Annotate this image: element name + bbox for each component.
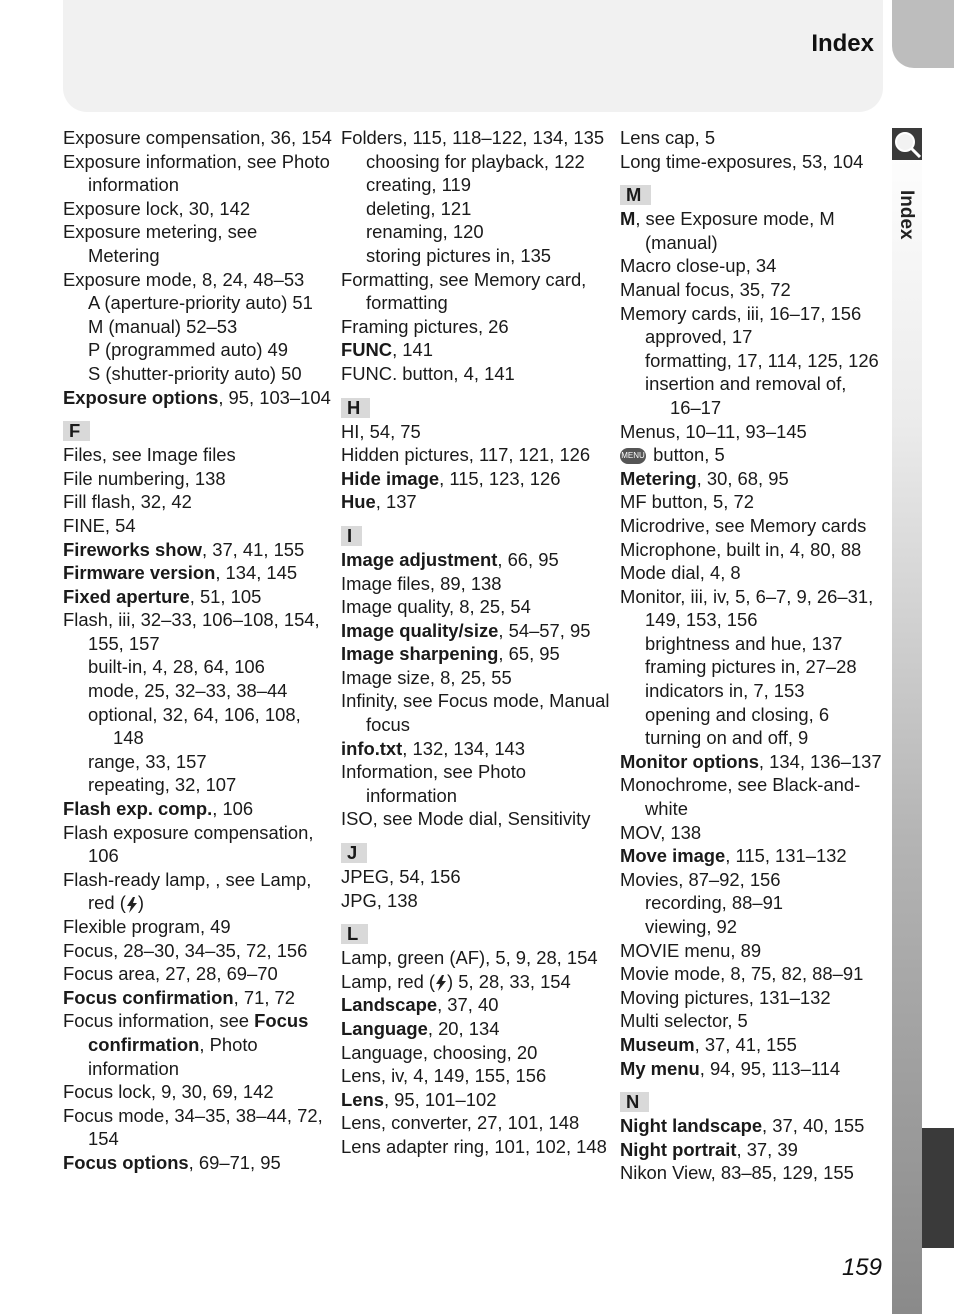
index-entry: Exposure metering, see Metering [63, 221, 258, 266]
index-entry: Language, 20, 134 [341, 1018, 500, 1039]
index-entry: JPEG, 54, 156 [341, 866, 461, 888]
index-subentry: range, 33, 157 [88, 750, 207, 772]
index-entry: Mode dial, 4, 8 [620, 562, 741, 584]
section-letter: I [341, 526, 362, 546]
index-entry: Focus area, 27, 28, 69–70 [63, 963, 278, 985]
index-entry: Memory cards, iii, 16–17, 156 [620, 302, 862, 324]
index-entry: Firmware version, 134, 145 [63, 562, 298, 584]
index-entry: Moving pictures, 131–132 [620, 986, 831, 1008]
section-letter: M [620, 185, 651, 205]
search-tab [892, 128, 922, 160]
index-subentry: choosing for playback, 122 [366, 150, 585, 172]
index-entry: Flash-ready lamp, , see Lamp, red ( ) [63, 868, 312, 914]
index-entry: Long time-exposures, 53, 104 [620, 150, 864, 172]
index-subentry: formatting, 17, 114, 125, 126 [645, 349, 879, 371]
section-letter: F [63, 421, 90, 441]
index-entry: Flash exp. comp., 106 [63, 798, 254, 820]
index-entry: Image quality, 8, 25, 54 [341, 596, 531, 618]
index-entry: Focus confirmation, 71, 72 [63, 986, 295, 1008]
index-entry: JPG, 138 [341, 889, 418, 911]
index-entry: Lens, 95, 101–102 [341, 1088, 497, 1110]
index-subentry: M (manual) 52–53 [88, 315, 238, 337]
index-entry: Metering, 30, 68, 95 [620, 467, 789, 489]
index-entry: Exposure options, 95, 103–104 [63, 386, 331, 408]
index-entry: Macro close-up, 34 [620, 255, 777, 277]
index-entry: Focus lock, 9, 30, 69, 142 [63, 1081, 274, 1103]
index-subentry: framing pictures in, 27–28 [645, 656, 857, 678]
index-subentry: brightness and hue, 137 [645, 632, 843, 654]
index-entry: Hue, 137 [341, 491, 417, 513]
index-entry: Flexible program, 49 [63, 916, 231, 937]
index-entry: Focus options, 69–71, 95 [63, 1151, 281, 1173]
page-title: Index [811, 30, 874, 57]
index-entry: Exposure mode, 8, 24, 48–53 [63, 268, 305, 290]
index-entry: Manual focus, 35, 72 [620, 278, 791, 300]
index-entry: My menu, 94, 95, 113–114 [620, 1057, 841, 1079]
index-subentry: deleting, 121 [366, 197, 472, 219]
index-subentry: storing pictures in, 135 [366, 244, 552, 266]
index-subentry: optional, 32, 64, 106, 108, 148 [88, 703, 301, 749]
index-entry: Microdrive, see Memory cards [620, 514, 867, 536]
magnifier-icon [893, 130, 921, 158]
index-entry: Hidden pictures, 117, 121, 126 [341, 444, 591, 466]
index-entry: Image quality/size, 54–57, 95 [341, 619, 591, 641]
index-subentry: approved, 17 [645, 326, 753, 348]
index-entry: Files, see Image files [63, 444, 236, 466]
index-entry: Language, choosing, 20 [341, 1041, 538, 1063]
index-entry: Flash, iii, 32–33, 106–108, 154, 155, 157 [63, 609, 320, 654]
index-entry: Night portrait, 37, 39 [620, 1138, 798, 1160]
index-entry: Lens, iv, 4, 149, 155, 156 [341, 1065, 547, 1087]
index-subentry: P (programmed auto) 49 [88, 339, 289, 361]
index-entry: Exposure lock, 30, 142 [63, 197, 251, 219]
index-entry: Folders, 115, 118–122, 134, 135 [341, 127, 605, 148]
index-entry: Movie mode, 8, 75, 82, 88–91 [620, 963, 864, 985]
index-entry: Microphone, built in, 4, 80, 88 [620, 538, 862, 560]
index-entry: Hide image, 115, 123, 126 [341, 467, 561, 489]
index-subentry: recording, 88–91 [645, 892, 784, 914]
index-entry: Focus, 28–30, 34–35, 72, 156 [63, 939, 308, 961]
index-entry: M, see Exposure mode, M (manual) [620, 208, 835, 253]
index-entry: Formatting, see Memory card, formatting [341, 268, 587, 314]
index-entry: Fireworks show, 37, 41, 155 [63, 538, 305, 560]
header-panel [63, 0, 883, 112]
edge-block [922, 1128, 954, 1248]
flash-icon [126, 897, 138, 913]
index-entry: Focus information, see Focus confirmation, Photo information [63, 1010, 309, 1079]
index-entry: Landscape, 37, 40 [341, 994, 499, 1016]
index-entry: Movies, 87–92, 156 [620, 868, 781, 890]
index-entry: ISO, see Mode dial, Sensitivity [341, 808, 591, 830]
index-entry: Image size, 8, 25, 55 [341, 666, 512, 688]
index-entry: Exposure information, see Photo information [63, 150, 330, 196]
index-entry: Focus mode, 34–35, 38–44, 72, 154 [63, 1104, 323, 1150]
index-entry: FUNC, 141 [341, 339, 433, 361]
menu-button-icon: MENU [620, 448, 646, 464]
section-letter: H [341, 398, 370, 418]
index-subentry: creating, 119 [366, 174, 471, 196]
index-subentry: renaming, 120 [366, 221, 484, 243]
flash-icon [435, 975, 447, 991]
index-entry: Information, see Photo information [341, 761, 527, 806]
index-subentry: viewing, 92 [645, 916, 738, 937]
index-entry: FINE, 54 [63, 514, 136, 536]
index-entry: Lamp, green (AF), 5, 9, 28, 154 [341, 947, 598, 969]
index-entry: Monitor, iii, iv, 5, 6–7, 9, 26–31, 149, 153, 156 [620, 585, 874, 631]
index-entry: info.txt, 132, 134, 143 [341, 737, 526, 759]
index-entry: MF button, 5, 72 [620, 491, 754, 513]
index-entry: Monochrome, see Black-and-white [620, 774, 861, 820]
index-entry: MENU button, 5 [621, 444, 725, 466]
index-subentry: insertion and removal of, 16–17 [645, 373, 847, 418]
index-entry: FUNC. button, 4, 141 [341, 362, 515, 384]
index-subentry: indicators in, 7, 153 [645, 680, 805, 702]
index-column-1 [63, 126, 333, 1175]
index-entry: File numbering, 138 [63, 467, 226, 489]
index-entry: MOV, 138 [620, 821, 702, 843]
index-entry: Multi selector, 5 [620, 1010, 748, 1032]
index-column-2 [341, 126, 611, 1159]
corner-tab [892, 0, 954, 68]
section-letter: L [341, 924, 368, 944]
index-entry: Move image, 115, 131–132 [620, 845, 847, 867]
index-column-3 [620, 126, 882, 1185]
page-number: 159 [841, 1254, 882, 1281]
index-subentry: A (aperture-priority auto) 51 [88, 292, 313, 314]
side-strip [892, 128, 922, 1314]
side-index-label: Index [896, 190, 917, 240]
index-subentry: S (shutter-priority auto) 50 [88, 362, 302, 384]
index-entry: Lens adapter ring, 101, 102, 148 [341, 1135, 607, 1157]
index-entry: Image sharpening, 65, 95 [341, 643, 560, 665]
index-entry: Lamp, red ( ) 5, 28, 33, 154 [341, 970, 571, 992]
section-letter: N [620, 1092, 649, 1112]
index-entry: Infinity, see Focus mode, Manual focus [341, 690, 610, 736]
index-entry: Museum, 37, 41, 155 [620, 1033, 797, 1055]
index-entry: Image files, 89, 138 [341, 572, 502, 594]
index-entry: Exposure compensation, 36, 154 [63, 127, 332, 148]
index-subentry: repeating, 32, 107 [88, 774, 237, 796]
index-entry: Menus, 10–11, 93–145 [620, 420, 807, 442]
index-entry: Nikon View, 83–85, 129, 155 [620, 1162, 854, 1184]
index-entry: Image adjustment, 66, 95 [341, 548, 559, 570]
index-entry: Flash exposure compensation, 106 [63, 821, 314, 867]
index-entry: Lens cap, 5 [620, 127, 716, 148]
index-entry: Night landscape, 37, 40, 155 [620, 1115, 865, 1137]
index-entry: Fill flash, 32, 42 [63, 491, 192, 513]
index-entry: MOVIE menu, 89 [620, 939, 762, 961]
index-entry: Monitor options, 134, 136–137 [620, 750, 882, 772]
index-subentry: opening and closing, 6 [645, 703, 830, 725]
index-entry: Lens, converter, 27, 101, 148 [341, 1112, 580, 1134]
index-subentry: mode, 25, 32–33, 38–44 [88, 680, 288, 702]
section-letter: J [341, 843, 367, 863]
index-entry: HI, 54, 75 [341, 420, 421, 442]
index-entry: Framing pictures, 26 [341, 315, 509, 337]
index-subentry: turning on and off, 9 [645, 727, 809, 749]
index-subentry: built-in, 4, 28, 64, 106 [88, 656, 265, 678]
index-entry: Fixed aperture, 51, 105 [63, 585, 262, 607]
